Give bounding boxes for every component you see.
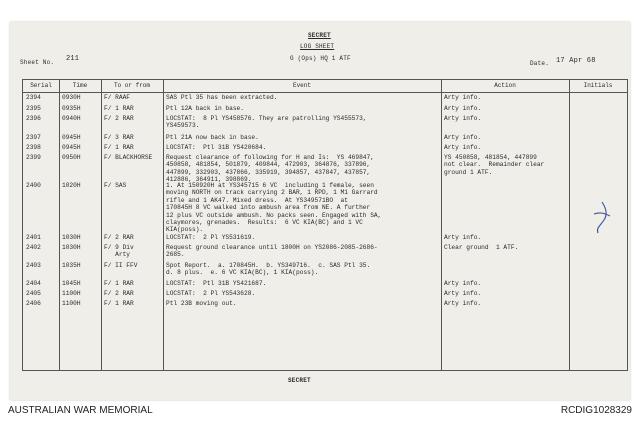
column-divider (101, 80, 102, 370)
row-2405-action: Arty info. (444, 290, 482, 297)
sheet-title: LOG SHEET (300, 43, 335, 50)
row-2399-event: Request clearance of following for H and Is: YS 469847, 450858, 481854, 501879, 409844, 472903, 364876, 337896, 447899, 332903, 437866, 335919, 394857, 437847, 437857, 412886, 364911, 398869. (166, 154, 374, 184)
row-2395-action: Arty info. (444, 105, 482, 112)
row-2397-event: Ptl 21A now back in base. (166, 134, 259, 141)
row-2405-event: LOCSTAT: 2 Pl YS543628. (166, 290, 256, 297)
row-2404-time: 1045H (62, 280, 81, 287)
row-2394-event: SAS Ptl 35 has been extracted. (166, 94, 278, 101)
row-2398-event: LOCSTAT: Ptl 31B YS420684. (166, 144, 267, 151)
row-2406-event: Ptl 23B moving out. (166, 300, 237, 307)
sheet-number-label: Sheet No. (20, 59, 55, 66)
row-2402-serial: 2402 (26, 244, 41, 251)
column-header-serial: Serial (30, 82, 52, 89)
row-2403-from: F/ II FFV (104, 262, 138, 269)
row-2406-time: 1100H (62, 300, 81, 307)
row-2401-serial: 2401 (26, 234, 41, 241)
log-table (22, 79, 628, 371)
row-2404-from: F/ 1 RAR (104, 280, 134, 287)
row-2397-action: Arty info. (444, 134, 482, 141)
row-2402-time: 1030H (62, 244, 81, 251)
row-2398-from: F/ 1 RAR (104, 144, 134, 151)
handwritten-mark (590, 200, 614, 236)
row-2406-serial: 2406 (26, 300, 41, 307)
row-2404-action: Arty info. (444, 280, 482, 287)
row-2395-time: 0935H (62, 105, 81, 112)
row-2395-serial: 2395 (26, 105, 41, 112)
row-2396-event: LOCSTAT: 8 Pl YS458576. They are patrolling YS455573, YS459573. (166, 115, 367, 130)
row-2401-time: 1030H (62, 234, 81, 241)
row-2400-serial: 2400 (26, 182, 41, 189)
footer-record-id: RCDIG1028329 (560, 405, 632, 416)
date-label: Date. (530, 60, 550, 67)
row-2396-from: F/ 2 RAR (104, 115, 134, 122)
row-2403-serial: 2403 (26, 262, 41, 269)
row-2406-action: Arty info. (444, 300, 482, 307)
date-value: 17 Apr 68 (556, 57, 596, 65)
row-2399-from: F/ BLACKHORSE (104, 154, 153, 161)
row-2398-serial: 2398 (26, 144, 41, 151)
footer-archive-name: AUSTRALIAN WAR MEMORIAL (8, 405, 153, 416)
column-divider (163, 80, 164, 370)
row-2400-event: 1. At 150920H at YS345715 6 VC including 1 female, seen moving NORTH on track carrying 2 BAR, 1 RPD, 1 M1 Garrard rifle and 1 AK47. Mixed dress. At YS349571BO at 170845H 8 VC walked into ambush area from NE. A further 12 plus VC outside ambush. No packs seen. Engaged with SA, claymores, grenades. Results: 6 VC KIA(BC) and 1 VC KIA(poss). (166, 182, 382, 234)
row-2403-event: Spot Report. a. 170845H. b. YS349716. c. SAS Ptl 35. d. 8 plus. e. 6 VC KIA(BC), 1 KIA(poss). (166, 262, 371, 277)
column-header-initials: Initials (583, 82, 613, 89)
classification-bottom: SECRET (288, 377, 311, 384)
sheet-number: 211 (66, 55, 80, 63)
classification-top: SECRET (308, 32, 331, 39)
column-header-time: Time (72, 82, 88, 89)
row-2403-time: 1035H (62, 262, 81, 269)
row-2401-action: Arty info. (444, 234, 482, 241)
row-2400-from: F/ SAS (104, 182, 127, 189)
column-divider (569, 80, 570, 370)
row-2396-serial: 2396 (26, 115, 41, 122)
header-divider (23, 92, 627, 93)
row-2398-action: Arty info. (444, 144, 482, 151)
row-2405-from: F/ 2 RAR (104, 290, 134, 297)
row-2400-time: 1020H (62, 182, 81, 189)
row-2401-from: F/ 2 RAR (104, 234, 134, 241)
row-2394-action: Arty info. (444, 94, 482, 101)
row-2396-action: Arty info. (444, 115, 482, 122)
row-2399-time: 0950H (62, 154, 81, 161)
row-2405-serial: 2405 (26, 290, 41, 297)
row-2406-from: F/ 1 RAR (104, 300, 134, 307)
row-2397-from: F/ 3 RAR (104, 134, 134, 141)
row-2404-event: LOCSTAT: Ptl 31B YS421687. (166, 280, 267, 287)
row-2398-time: 0945H (62, 144, 81, 151)
row-2397-time: 0945H (62, 134, 81, 141)
row-2395-event: Ptl 12A back in base. (166, 105, 244, 112)
row-2404-serial: 2404 (26, 280, 41, 287)
row-2397-serial: 2397 (26, 134, 41, 141)
log-sheet (10, 22, 630, 400)
column-divider (441, 80, 442, 370)
row-2395-from: F/ 1 RAR (104, 105, 134, 112)
row-2399-serial: 2399 (26, 154, 41, 161)
column-header-to-or-from: To or from (113, 82, 150, 89)
row-2401-event: LOCSTAT: 2 Pl YS531619. (166, 234, 256, 241)
row-2405-time: 1100H (62, 290, 81, 297)
row-2402-from: F/ 9 Div Arty (104, 244, 134, 259)
column-header-event: Event (292, 82, 311, 89)
column-divider (59, 80, 60, 370)
row-2394-time: 0930H (62, 94, 81, 101)
column-header-action: Action (494, 82, 516, 89)
unit-name: G (Ops) HQ 1 ATF (290, 55, 351, 62)
row-2394-serial: 2394 (26, 94, 41, 101)
row-2402-event: Request ground clearance until 1800H on YS2086-2085-2686- 2685. (166, 244, 378, 259)
row-2394-from: F/ RAAF (104, 94, 130, 101)
row-2402-action: Clear ground 1 ATF. (444, 244, 519, 251)
row-2396-time: 0940H (62, 115, 81, 122)
row-2399-action: YS 450858, 481854, 447899 not clear. Remainder clear ground 1 ATF. (444, 154, 545, 176)
